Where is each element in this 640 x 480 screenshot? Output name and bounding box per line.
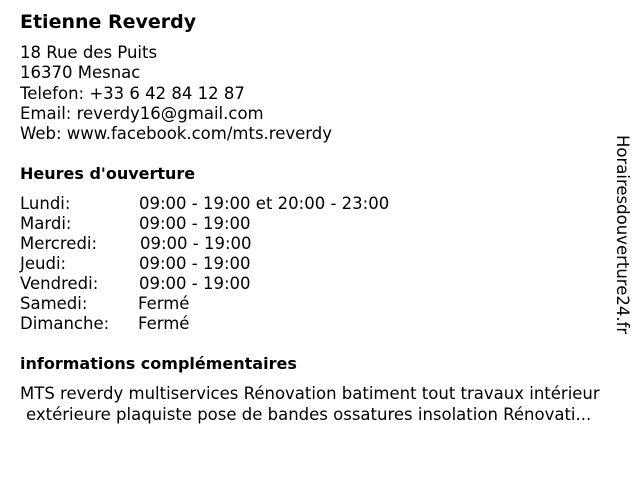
website-url: Web: www.facebook.com/mts.reverdy bbox=[20, 124, 333, 144]
address-city: 16370 Mesnac bbox=[20, 63, 141, 83]
day-hours: 09:00 - 19:00 bbox=[140, 234, 252, 253]
day-label: Samedi: bbox=[20, 294, 88, 313]
day-label: Vendredi: bbox=[20, 274, 99, 293]
additional-info-heading: informations complémentaires bbox=[20, 354, 297, 373]
day-label: Dimanche: bbox=[20, 314, 110, 333]
site-watermark: Horairesdouverture24.fr bbox=[613, 135, 632, 335]
day-hours: 09:00 - 19:00 et 20:00 - 23:00 bbox=[139, 194, 390, 213]
additional-info-text bbox=[20, 383, 600, 425]
email-address: Email: reverdy16@gmail.com bbox=[20, 103, 264, 123]
day-hours: Fermé bbox=[138, 314, 190, 333]
day-label: Mardi: bbox=[20, 214, 72, 233]
day-label: Lundi: bbox=[20, 194, 71, 213]
day-label: Jeudi: bbox=[20, 254, 67, 273]
info-line: MTS reverdy multiservices Rénovation batiment tout travaux intérieur bbox=[20, 384, 600, 403]
day-label: Mercredi: bbox=[20, 234, 98, 253]
business-name: Etienne Reverdy bbox=[20, 11, 197, 33]
day-hours: 09:00 - 19:00 bbox=[139, 214, 251, 233]
address-street: 18 Rue des Puits bbox=[20, 43, 158, 62]
day-hours: 09:00 - 19:00 bbox=[139, 254, 251, 273]
phone-number: Telefon: +33 6 42 84 12 87 bbox=[20, 83, 245, 103]
opening-hours-heading: Heures d'ouverture bbox=[20, 164, 196, 183]
day-hours: Fermé bbox=[138, 294, 190, 313]
contact-details bbox=[20, 43, 332, 144]
info-line: extérieure plaquiste pose de bandes ossatures insolation Rénovati... bbox=[26, 405, 592, 424]
day-hours: 09:00 - 19:00 bbox=[139, 274, 251, 293]
